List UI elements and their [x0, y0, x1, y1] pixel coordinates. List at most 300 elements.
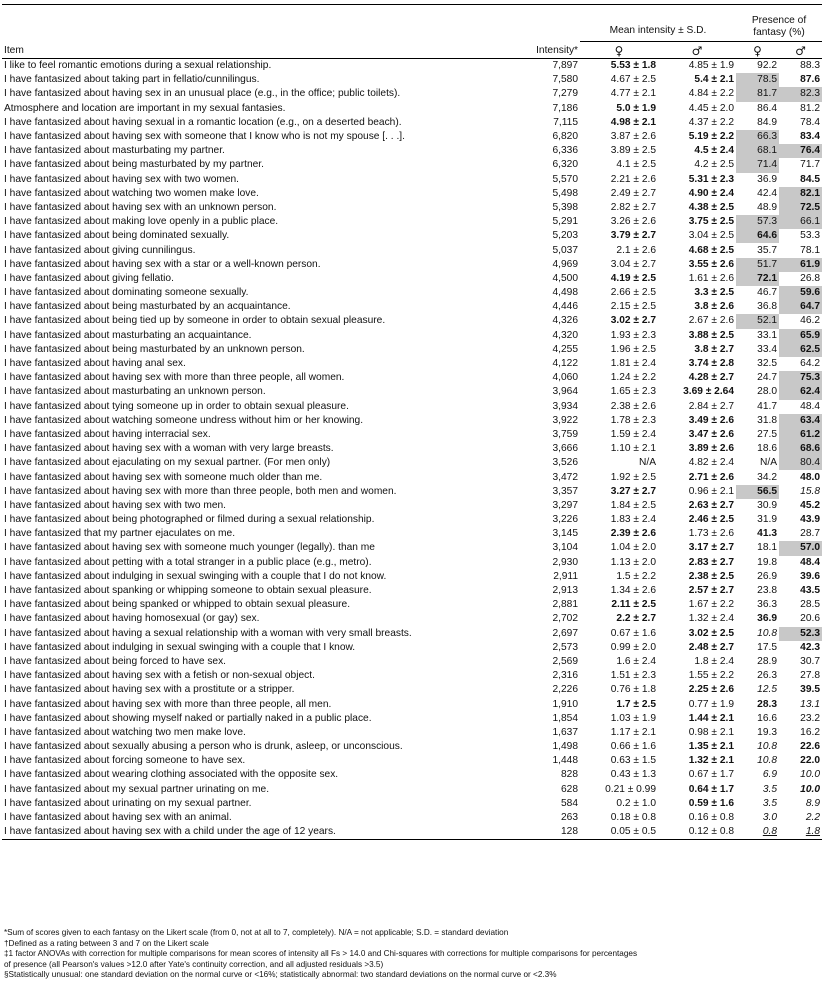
female-mean-cell: 1.93 ± 2.3 [610, 329, 656, 341]
intensity-cell: 584 [561, 797, 578, 809]
male-mean-cell: 4.84 ± 2.2 [688, 88, 734, 100]
table-row [2, 400, 822, 414]
intensity-cell: 5,570 [552, 173, 578, 185]
female-mean-cell: 1.04 ± 2.0 [610, 542, 656, 554]
male-presence-cell: 84.5 [800, 173, 820, 185]
header-group-row [2, 9, 822, 42]
male-mean-cell: 3.89 ± 2.6 [688, 443, 734, 455]
table-row [2, 385, 822, 399]
female-presence-cell: 86.4 [757, 102, 777, 114]
female-presence-cell: 36.3 [757, 599, 777, 611]
male-mean-cell: 2.48 ± 2.7 [688, 641, 734, 653]
table-row [2, 541, 822, 555]
male-presence-cell: 20.6 [800, 613, 820, 625]
intensity-cell: 2,911 [553, 570, 578, 582]
female-mean-cell: 5.0 ± 1.9 [616, 102, 656, 114]
male-mean-cell: 0.98 ± 2.1 [688, 726, 734, 738]
intensity-cell: 3,226 [552, 514, 578, 526]
female-presence-cell: 72.1 [736, 272, 779, 286]
item-cell: I have fantasized about giving cunnilingus. [4, 244, 196, 256]
intensity-cell: 4,060 [552, 372, 578, 384]
female-mean-cell: 0.63 ± 1.5 [610, 755, 656, 767]
male-presence-cell: 48.4 [800, 556, 820, 568]
male-mean-cell: 1.32 ± 2.4 [688, 613, 734, 625]
male-mean-cell: 2.46 ± 2.5 [688, 514, 734, 526]
item-cell: I have fantasized about forcing someone to have sex. [4, 755, 246, 767]
intensity-cell: 628 [561, 783, 578, 795]
female-mean-cell: 1.17 ± 2.1 [610, 726, 656, 738]
female-mean-cell: 0.2 ± 1.0 [616, 797, 656, 809]
male-mean-cell: 0.59 ± 1.6 [688, 797, 734, 809]
female-presence-cell: 27.5 [757, 428, 777, 440]
table-footnotes [4, 928, 819, 981]
item-cell: I have fantasized about having anal sex. [4, 358, 186, 370]
male-mean-cell: 3.47 ± 2.6 [688, 428, 734, 440]
female-mean-cell: 1.5 ± 2.2 [616, 570, 656, 582]
item-column-header: Item [2, 42, 515, 59]
female-presence-cell: 52.1 [736, 314, 779, 328]
male-presence-cell: 48.4 [800, 400, 820, 412]
item-cell: I have fantasized about wearing clothing associated with the opposite sex. [4, 769, 339, 781]
footnote: of presence (all Pearson's values >12.0 after Yate's continuity correction, and all adjusted residuals >3.5) [4, 959, 384, 969]
item-cell: I have fantasized about masturbating my partner. [4, 145, 225, 157]
female-mean-cell: 0.76 ± 1.8 [610, 684, 656, 696]
female-presence-cell: 3.5 [762, 797, 777, 809]
table-row [2, 811, 822, 825]
table-row [2, 102, 822, 116]
male-presence-cell: 72.5 [779, 201, 822, 215]
male-mean-cell: 4.2 ± 2.5 [694, 159, 734, 171]
female-mean-cell: 1.7 ± 2.5 [616, 698, 656, 710]
female-presence-cell: 41.7 [757, 400, 777, 412]
male-mean-cell: 3.69 ± 2.64 [683, 386, 734, 398]
female-mean-cell: 1.03 ± 1.9 [610, 712, 656, 724]
male-mean-cell: 3.88 ± 2.5 [688, 329, 734, 341]
male-presence-cell: 57.0 [779, 541, 822, 555]
male-presence-cell: 10.0 [800, 783, 820, 795]
item-cell: I have fantasized about watching two men make love. [4, 726, 246, 738]
intensity-cell: 4,255 [552, 343, 578, 355]
intensity-cell: 5,291 [552, 216, 578, 228]
female-presence-header-icon: ♀ [736, 42, 779, 59]
male-mean-cell: 0.12 ± 0.8 [658, 825, 736, 840]
intensity-column-header: Intensity* [515, 42, 580, 59]
male-mean-cell: 2.63 ± 2.7 [688, 499, 734, 511]
intensity-cell: 2,702 [552, 613, 578, 625]
table-row [2, 527, 822, 541]
intensity-cell: 4,500 [552, 272, 578, 284]
male-presence-cell: 2.2 [805, 812, 820, 824]
male-mean-cell: 1.32 ± 2.1 [688, 755, 734, 767]
female-presence-cell: 3.5 [762, 783, 777, 795]
item-cell: I have fantasized about indulging in sexual swinging with a couple that I know. [4, 641, 356, 653]
female-presence-cell: 19.3 [757, 726, 777, 738]
male-mean-cell: 2.67 ± 2.6 [688, 315, 734, 327]
footnote: ‡1 factor ANOVAs with correction for multiple comparisons for mean scores of intensity all Fs > 14.0 and Chi-squares with corrections for multiple comparisons for percentages [4, 949, 638, 959]
item-cell: I have fantasized about being photographed or filmed during a sexual relationship. [4, 514, 375, 526]
item-cell: I have fantasized about making love openly in a public place. [4, 216, 279, 228]
female-mean-cell: 1.10 ± 2.1 [610, 443, 656, 455]
male-mean-cell: 3.55 ± 2.6 [688, 258, 734, 270]
item-cell: I have fantasized about ejaculating on my sexual partner. (For men only) [4, 457, 331, 469]
female-mean-cell: 1.84 ± 2.5 [610, 499, 656, 511]
item-cell: I have fantasized about having sexual in a romantic location (e.g., on a deserted beach). [4, 116, 402, 128]
female-presence-cell: 18.1 [757, 542, 777, 554]
table-row [2, 272, 822, 286]
item-cell: I have fantasized about my sexual partner urinating on me. [4, 783, 270, 795]
female-presence-cell: 36.9 [757, 613, 777, 625]
male-mean-cell: 0.67 ± 1.7 [688, 769, 734, 781]
table-row [2, 243, 822, 257]
intensity-cell: 5,498 [552, 187, 578, 199]
intensity-cell: 2,569 [552, 655, 578, 667]
male-presence-cell: 78.1 [800, 244, 820, 256]
item-cell: I have fantasized about urinating on my sexual partner. [4, 797, 252, 809]
female-mean-cell: 0.43 ± 1.3 [610, 769, 656, 781]
item-cell: I have fantasized about having interracial sex. [4, 428, 211, 440]
intensity-cell: 2,913 [552, 585, 578, 597]
male-mean-cell: 1.8 ± 2.4 [694, 655, 734, 667]
female-presence-cell: 81.7 [736, 87, 779, 101]
item-cell: I like to feel romantic emotions during a sexual relationship. [4, 60, 272, 72]
male-presence-cell: 26.8 [800, 272, 820, 284]
male-mean-cell: 1.44 ± 2.1 [688, 712, 734, 724]
male-presence-cell: 48.0 [800, 471, 820, 483]
table-row [2, 314, 822, 328]
intensity-cell: 3,759 [552, 428, 578, 440]
item-cell: I have fantasized about being masturbated by an acquaintance. [4, 301, 291, 313]
female-presence-cell: 34.2 [757, 471, 777, 483]
table-row [2, 442, 822, 456]
male-presence-cell: 65.9 [779, 329, 822, 343]
item-cell: I have fantasized about taking part in fellatio/cunnilingus. [4, 74, 260, 86]
male-mean-cell: 0.16 ± 0.8 [688, 812, 734, 824]
table-row [2, 215, 822, 229]
female-mean-cell: 2.39 ± 2.6 [610, 528, 656, 540]
male-mean-cell: 4.45 ± 2.0 [688, 102, 734, 114]
male-mean-cell: 2.57 ± 2.7 [688, 585, 734, 597]
male-mean-cell: 3.02 ± 2.5 [688, 627, 734, 639]
female-presence-cell: 31.8 [757, 414, 777, 426]
item-cell: I have fantasized about petting with a total stranger in a public place (e.g., metro). [4, 556, 372, 568]
male-presence-cell: 46.2 [800, 315, 820, 327]
female-mean-cell: 2.21 ± 2.6 [610, 173, 656, 185]
table-row [2, 229, 822, 243]
intensity-cell: 2,881 [552, 599, 578, 611]
female-presence-cell: 33.1 [757, 329, 777, 341]
female-mean-cell: 0.67 ± 1.6 [610, 627, 656, 639]
male-presence-cell: 45.2 [800, 499, 820, 511]
item-cell: I have fantasized about having sex with more than three people, both men and women. [4, 485, 397, 497]
female-mean-cell: 2.2 ± 2.7 [616, 613, 656, 625]
female-mean-cell: 3.89 ± 2.5 [610, 145, 656, 157]
table-row [2, 584, 822, 598]
female-mean-cell: 0.18 ± 0.8 [610, 812, 656, 824]
intensity-cell: 6,820 [552, 131, 578, 143]
male-mean-cell: 0.77 ± 1.9 [688, 698, 734, 710]
item-cell: I have fantasized about having sex with someone much younger (legally). than me [4, 542, 375, 554]
intensity-cell: 2,226 [552, 684, 578, 696]
intensity-cell: 3,934 [552, 400, 578, 412]
female-mean-cell: 1.34 ± 2.6 [610, 585, 656, 597]
item-cell: I have fantasized about having sex with an unknown person. [4, 201, 277, 213]
item-cell: Atmosphere and location are important in my sexual fantasies. [4, 102, 286, 114]
intensity-cell: 4,320 [552, 329, 578, 341]
female-presence-cell [736, 825, 779, 840]
item-cell: I have fantasized about having sex with someone much older than me. [4, 471, 323, 483]
table-row [2, 343, 822, 357]
male-mean-cell: 0.64 ± 1.7 [688, 783, 734, 795]
footnote: §Statistically unusual: one standard deviation on the normal curve or <16%; statistically abnormal: two standard deviations on the normal curve or <2.3% [4, 970, 557, 980]
male-mean-header-icon: ♂ [658, 42, 736, 59]
table-row [2, 300, 822, 314]
male-presence-cell: 59.6 [779, 286, 822, 300]
male-presence-cell: 62.5 [779, 343, 822, 357]
female-presence-cell: 71.4 [736, 158, 779, 172]
female-presence-cell: 10.8 [757, 627, 777, 639]
table-row [2, 570, 822, 584]
female-mean-cell: 0.99 ± 2.0 [610, 641, 656, 653]
female-mean-cell: 3.02 ± 2.7 [610, 315, 656, 327]
male-mean-cell: 3.04 ± 2.5 [688, 230, 734, 242]
female-presence-cell: 6.9 [762, 769, 777, 781]
female-mean-cell: 1.78 ± 2.3 [610, 414, 656, 426]
intensity-cell: 3,472 [552, 471, 578, 483]
female-presence-cell: 41.3 [757, 528, 777, 540]
female-mean-cell: 1.92 ± 2.5 [610, 471, 656, 483]
female-presence-cell: 42.4 [757, 187, 777, 199]
male-mean-cell: 3.17 ± 2.7 [688, 542, 734, 554]
table-row [2, 825, 822, 840]
item-cell: I have fantasized about having a sexual relationship with a woman with very small breasts. [4, 627, 412, 639]
female-presence-cell: 46.7 [757, 287, 777, 299]
female-presence-cell: 24.7 [757, 372, 777, 384]
table-row [2, 371, 822, 385]
female-mean-cell: 4.1 ± 2.5 [616, 159, 656, 171]
female-mean-cell: 1.81 ± 2.4 [610, 358, 656, 370]
footnote: *Sum of scores given to each fantasy on the Likert scale (from 0, not at all to 7, completely). N/A = not applicable; S.D. = standard deviation [4, 928, 509, 937]
intensity-cell: 1,637 [552, 726, 578, 738]
table-row [2, 641, 822, 655]
male-mean-cell: 4.37 ± 2.2 [688, 116, 734, 128]
table-row [2, 485, 822, 499]
female-presence-cell: 78.5 [736, 73, 779, 87]
header-column-row [2, 42, 822, 59]
intensity-cell: 2,573 [552, 641, 578, 653]
item-cell: I have fantasized about having sex with someone that I know who is not my spouse [. . .]. [4, 131, 405, 143]
intensity-cell: 3,922 [552, 414, 578, 426]
table-row [2, 414, 822, 428]
male-presence-cell: 43.9 [800, 514, 820, 526]
female-mean-cell: 3.87 ± 2.6 [610, 131, 656, 143]
male-presence-cell: 39.5 [800, 684, 820, 696]
female-mean-cell: N/A [639, 457, 656, 469]
female-presence-cell: 18.6 [757, 443, 777, 455]
male-mean-cell: 1.73 ± 2.6 [688, 528, 734, 540]
intensity-cell: 5,398 [552, 201, 578, 213]
table-row [2, 683, 822, 697]
male-presence-cell: 75.3 [779, 371, 822, 385]
item-cell: I have fantasized about having sex with a prostitute or a stripper. [4, 684, 295, 696]
female-presence-cell: 12.5 [757, 684, 777, 696]
intensity-cell: 7,580 [552, 74, 578, 86]
item-cell: I have fantasized about being spanked or whipped to obtain sexual pleasure. [4, 599, 351, 611]
male-presence-cell: 76.4 [779, 144, 822, 158]
female-mean-cell: 2.1 ± 2.6 [616, 244, 656, 256]
table-row [2, 740, 822, 754]
table-row [2, 144, 822, 158]
female-mean-cell: 3.79 ± 2.7 [610, 230, 656, 242]
item-cell: I have fantasized about having sex with two men. [4, 499, 226, 511]
item-cell: I have fantasized about dominating someone sexually. [4, 287, 249, 299]
male-presence-cell: 82.3 [779, 87, 822, 101]
female-presence-cell: 23.8 [757, 585, 777, 597]
male-mean-cell: 3.8 ± 2.6 [694, 301, 734, 313]
item-cell: I have fantasized about being forced to have sex. [4, 655, 227, 667]
female-mean-cell: 1.96 ± 2.5 [610, 343, 656, 355]
table-header [2, 5, 822, 59]
intensity-cell: 1,448 [552, 755, 578, 767]
male-mean-cell: 2.25 ± 2.6 [688, 684, 734, 696]
male-mean-cell: 3.75 ± 2.5 [688, 216, 734, 228]
table-row [2, 783, 822, 797]
table-row [2, 556, 822, 570]
footnote: †Defined as a rating between 3 and 7 on the Likert scale [4, 938, 209, 948]
table-row [2, 87, 822, 101]
male-presence-cell: 30.7 [800, 655, 820, 667]
female-presence-cell: 57.3 [736, 215, 779, 229]
table-row [2, 697, 822, 711]
male-mean-cell: 2.71 ± 2.6 [688, 471, 734, 483]
female-mean-cell: 5.53 ± 1.8 [610, 60, 656, 72]
table-row [2, 456, 822, 470]
female-presence-cell: 56.5 [736, 485, 779, 499]
table-row [2, 598, 822, 612]
item-cell: I have fantasized about having sex with a fetish or non-sexual object. [4, 670, 315, 682]
intensity-cell: 263 [561, 812, 578, 824]
intensity-cell: 7,186 [552, 102, 578, 114]
male-mean-cell: 3.3 ± 2.5 [694, 287, 734, 299]
presence-group-header: Presence of fantasy (%) [736, 9, 822, 42]
female-mean-cell: 3.27 ± 2.7 [610, 485, 656, 497]
male-presence-cell: 53.3 [800, 230, 820, 242]
table-row [2, 201, 822, 215]
male-presence-cell: 87.6 [800, 74, 820, 86]
intensity-cell: 7,115 [553, 116, 578, 128]
table-row [2, 173, 822, 187]
female-presence-cell: 10.8 [757, 741, 777, 753]
male-presence-cell: 15.8 [800, 485, 820, 497]
female-mean-cell: 2.11 ± 2.5 [611, 599, 656, 611]
mean-intensity-group-header: Mean intensity ± S.D. [580, 9, 736, 42]
male-mean-cell: 4.90 ± 2.4 [688, 187, 734, 199]
male-mean-cell: 5.31 ± 2.3 [688, 173, 734, 185]
item-cell: I have fantasized about having sex with two women. [4, 173, 240, 185]
female-mean-cell: 2.66 ± 2.5 [610, 287, 656, 299]
male-presence-cell [779, 825, 822, 840]
intensity-cell: 3,104 [552, 542, 578, 554]
female-presence-cell: 33.4 [757, 343, 777, 355]
intensity-cell: 2,930 [552, 556, 578, 568]
male-presence-cell-underlined-value: 1.8 [805, 826, 820, 838]
female-presence-cell: 36.9 [757, 173, 777, 185]
male-presence-cell: 82.1 [779, 187, 822, 201]
intensity-cell: 3,357 [552, 485, 578, 497]
intensity-cell: 3,297 [552, 499, 578, 511]
item-cell: I have fantasized about being masturbated by my partner. [4, 159, 264, 171]
item-cell: I have fantasized about giving fellatio. [4, 272, 174, 284]
female-presence-cell: 26.9 [757, 570, 777, 582]
female-mean-cell: 1.83 ± 2.4 [610, 514, 656, 526]
male-presence-cell: 64.2 [800, 358, 820, 370]
female-presence-cell: 48.9 [757, 201, 777, 213]
male-mean-cell: 1.67 ± 2.2 [688, 599, 734, 611]
female-mean-cell: 1.13 ± 2.0 [610, 556, 656, 568]
intensity-cell: 6,336 [552, 145, 578, 157]
table-row [2, 357, 822, 371]
table-row [2, 158, 822, 172]
female-presence-cell: 3.0 [762, 812, 777, 824]
table-row [2, 59, 822, 74]
table-row [2, 797, 822, 811]
item-cell: I have fantasized about indulging in sexual swinging with a couple that I do not know. [4, 570, 387, 582]
male-presence-cell: 42.3 [800, 641, 820, 653]
male-presence-cell: 43.5 [800, 585, 820, 597]
female-mean-header-icon: ♀ [580, 42, 658, 59]
female-presence-cell: N/A [760, 457, 777, 469]
intensity-cell: 5,203 [552, 230, 578, 242]
male-mean-cell: 4.5 ± 2.4 [694, 145, 734, 157]
male-presence-cell: 81.2 [800, 102, 820, 114]
female-mean-cell: 4.77 ± 2.1 [610, 88, 656, 100]
male-presence-cell: 62.4 [779, 385, 822, 399]
intensity-cell: 3,666 [552, 443, 578, 455]
male-presence-cell: 22.0 [800, 755, 820, 767]
female-mean-cell: 3.26 ± 2.6 [610, 216, 656, 228]
male-mean-cell: 3.49 ± 2.6 [688, 414, 734, 426]
item-cell: I have fantasized about being dominated sexually. [4, 230, 230, 242]
table-row [2, 655, 822, 669]
male-mean-cell: 4.68 ± 2.5 [688, 244, 734, 256]
item-cell: I have fantasized about sexually abusing a person who is drunk, asleep, or unconscious. [4, 741, 403, 753]
female-mean-cell: 0.66 ± 1.6 [610, 741, 656, 753]
male-presence-cell: 23.2 [800, 712, 820, 724]
item-cell: I have fantasized about having sex with a child under the age of 12 years. [2, 825, 515, 840]
fantasy-table [2, 4, 822, 840]
female-presence-cell: 19.8 [757, 556, 777, 568]
female-mean-cell: 2.82 ± 2.7 [610, 201, 656, 213]
intensity-cell: 7,897 [552, 60, 578, 72]
female-presence-cell: 28.9 [757, 655, 777, 667]
intensity-cell: 1,910 [552, 698, 578, 710]
female-presence-cell: 31.9 [757, 514, 777, 526]
male-presence-cell: 10.0 [800, 769, 820, 781]
male-mean-cell: 2.83 ± 2.7 [688, 556, 734, 568]
female-mean-cell: 0.05 ± 0.5 [580, 825, 658, 840]
table-row [2, 73, 822, 87]
female-mean-cell: 1.24 ± 2.2 [610, 372, 656, 384]
female-presence-cell: 51.7 [736, 258, 779, 272]
table-row [2, 499, 822, 513]
item-cell: I have fantasized about being tied up by someone in order to obtain sexual pleasure. [4, 315, 386, 327]
item-cell: I have fantasized about masturbating an unknown person. [4, 386, 266, 398]
female-mean-cell: 4.98 ± 2.1 [610, 116, 656, 128]
intensity-cell: 2,697 [552, 627, 578, 639]
male-mean-cell: 5.19 ± 2.2 [688, 131, 734, 143]
item-cell: I have fantasized about showing myself naked or partially naked in a public place. [4, 712, 372, 724]
male-presence-cell: 78.4 [800, 116, 820, 128]
female-presence-cell: 35.7 [757, 244, 777, 256]
